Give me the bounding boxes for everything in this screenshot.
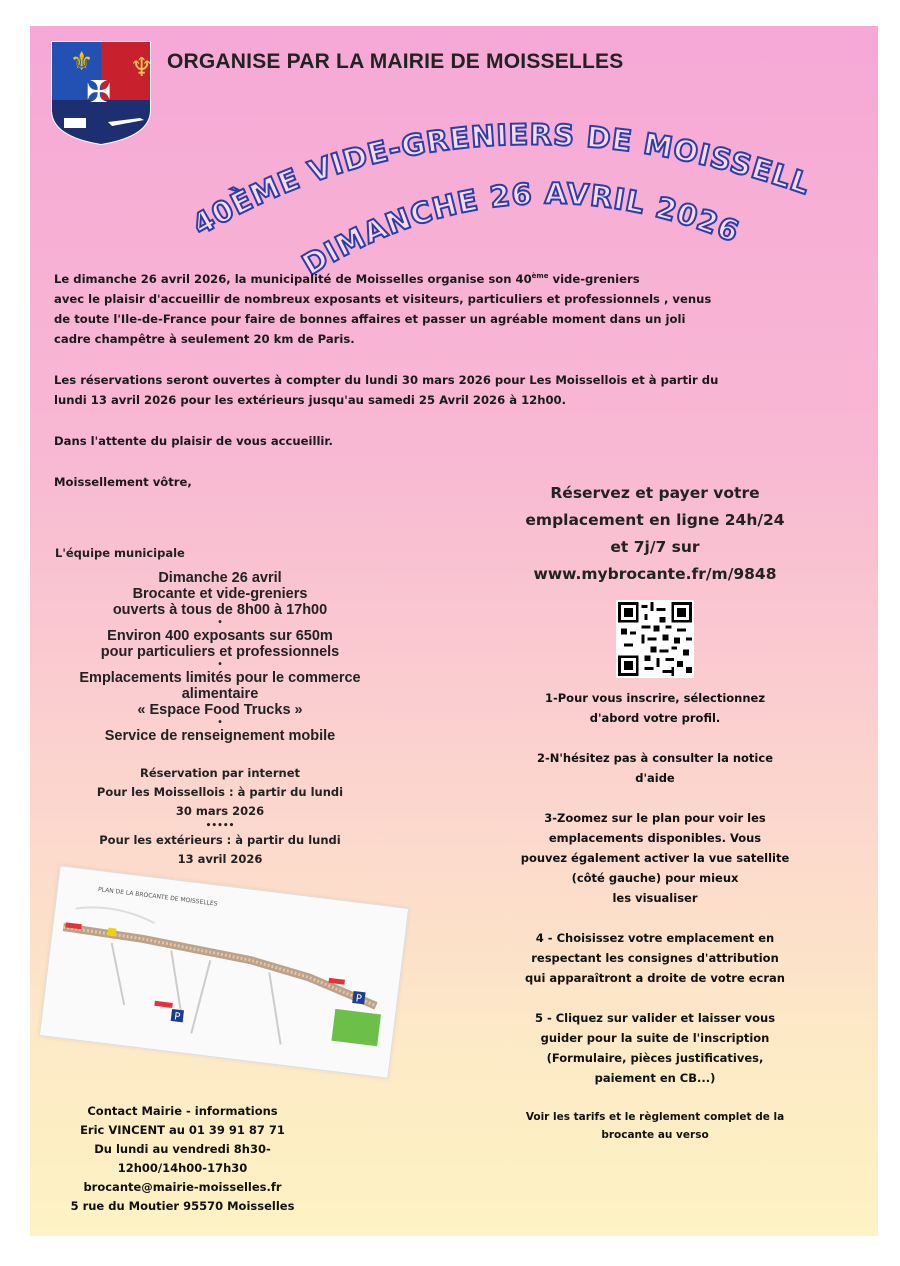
intro-paragraph-4: Moissellement vôtre, <box>54 474 192 489</box>
svg-text:P: P <box>173 1011 181 1023</box>
qr-code[interactable] <box>616 600 694 678</box>
booking-url-link[interactable]: www.mybrocante.fr/m/9848 <box>533 565 777 583</box>
left-column <box>55 546 385 869</box>
intro-text <box>54 266 854 513</box>
svg-text:♆: ♆ <box>130 53 152 83</box>
flyer <box>30 26 878 1236</box>
intro-paragraph-2: Les réservations seront ouvertes à compter du lundi 30 mars 2026 pour Les Moissellois et à partir du lundi 13 avril 2026 pour les extérieurs jusqu'au samedi 25 Avril 2026 à 12h00. <box>54 372 719 407</box>
step-3: 3-Zoomez sur le plan pour voir les emplacements disponibles. Vous pouvez également activer la vue satellite (côté gauche) pour mieux les visualiser <box>520 811 790 905</box>
tarifs-note: Voir les tarifs et le règlement complet de la brocante au verso <box>525 1111 785 1141</box>
intro-paragraph-1: Le dimanche 26 avril 2026, la municipalité de Moisselles organise son 40ème vide-greniers avec le plaisir d'accueillir de nombreux exposants et visiteurs, particuliers et professionnels , venus de toute l'Ile-de-France pour faire de bonnes affaires et passer un agréable moment dans un joli cadre champêtre à seulement 20 km de Paris. <box>54 271 712 346</box>
contact-email[interactable]: brocante@mairie-moisselles.fr <box>83 1180 282 1194</box>
step-4: 4 - Choisissez votre emplacement en respectant les consignes d'attribution qui apparaîtront a droite de votre ecran <box>525 931 785 985</box>
step-1: 1-Pour vous inscrire, sélectionnez d'abord votre profil. <box>544 691 766 725</box>
svg-text:⚜: ⚜ <box>70 47 94 77</box>
registration-steps <box>470 688 840 1144</box>
step-5: 5 - Cliquez sur valider et laisser vous guider pour la suite de l'inscription (Formulaire, pièces justificatives, paiement en CB...) <box>534 1011 776 1085</box>
brocante-map <box>39 865 409 1079</box>
moisselles-crest-logo <box>50 40 152 146</box>
event-schedule: Dimanche 26 avril Brocante et vide-greniers ouverts à tous de 8h00 à 17h00 • Environ 400 exposants sur 650m pour particuliers et professionnels • Emplacements limités pour le commerce alimentaire « Espace Food Trucks » • Service de renseignement mobile <box>79 570 361 744</box>
svg-text:✠: ✠ <box>86 75 112 110</box>
team-signature: L'équipe municipale <box>55 546 185 560</box>
right-column <box>470 480 840 1164</box>
headline-line-1: 40ÈME VIDE-GRENIERS DE MOISSELLES <box>159 59 816 242</box>
organizer-title: ORGANISE PAR LA MAIRIE DE MOISSELLES <box>167 50 624 73</box>
reservation-dates: Réservation par internet Pour les Moissellois : à partir du lundi 30 mars 2026 ••••• Pour les extérieurs : à partir du lundi 13 avril 2026 <box>96 766 344 866</box>
contact-info: Contact Mairie - informations Eric VINCENT au 01 39 91 87 71 Du lundi au vendredi 8h30- 12h00/14h00-17h30 brocante@mairie-moisselles.fr 5 rue du Moutier 95570 Moisselles <box>55 1102 310 1216</box>
map-title: PLAN DE LA BROCANTE DE MOISSELLES <box>97 886 218 908</box>
headline-line-2: DIMANCHE 26 AVRIL 2026 <box>296 176 745 282</box>
svg-text:P: P <box>355 993 363 1005</box>
step-2: 2-N'hésitez pas à consulter la notice d'aide <box>537 751 773 785</box>
online-booking: Réservez et payer votre emplacement en ligne 24h/24 et 7j/7 sur www.mybrocante.fr/m/9848 <box>470 480 840 588</box>
intro-paragraph-3: Dans l'attente du plaisir de vous accueillir. <box>54 433 333 448</box>
